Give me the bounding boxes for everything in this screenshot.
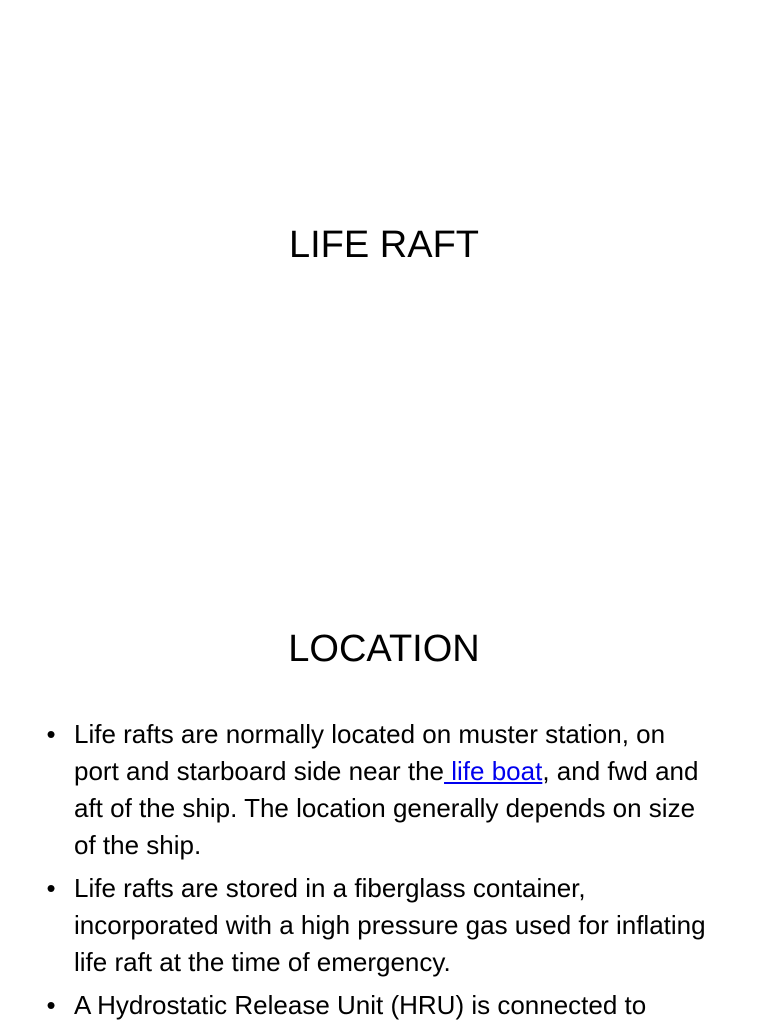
bullet-item-storage bbox=[44, 870, 716, 981]
bullet-dot: • bbox=[46, 990, 56, 1020]
life-boat-link[interactable]: life boat bbox=[444, 756, 543, 786]
bullet-dot: • bbox=[46, 719, 56, 749]
bullet-dot: • bbox=[46, 873, 56, 903]
bullet-text: Life rafts are stored in a fiberglass container, incorporated with a high pressure gas used for inflating life raft at the time of emergency. bbox=[74, 873, 706, 977]
bullet-text: A Hydrostatic Release Unit (HRU) is connected to bbox=[74, 990, 647, 1020]
slide-title: LIFE RAFT bbox=[288, 224, 480, 266]
bullet-text-end: , and fwd and aft of the ship. The location generally depends on size of the ship. bbox=[74, 756, 699, 860]
bullet-list bbox=[44, 716, 716, 1024]
section-title: LOCATION bbox=[288, 628, 480, 670]
bullet-item-location bbox=[44, 716, 716, 864]
bullet-text-start: Life rafts are normally located on muster station, on port and starboard side near the bbox=[74, 719, 666, 786]
bullet-item-hru bbox=[44, 987, 716, 1024]
